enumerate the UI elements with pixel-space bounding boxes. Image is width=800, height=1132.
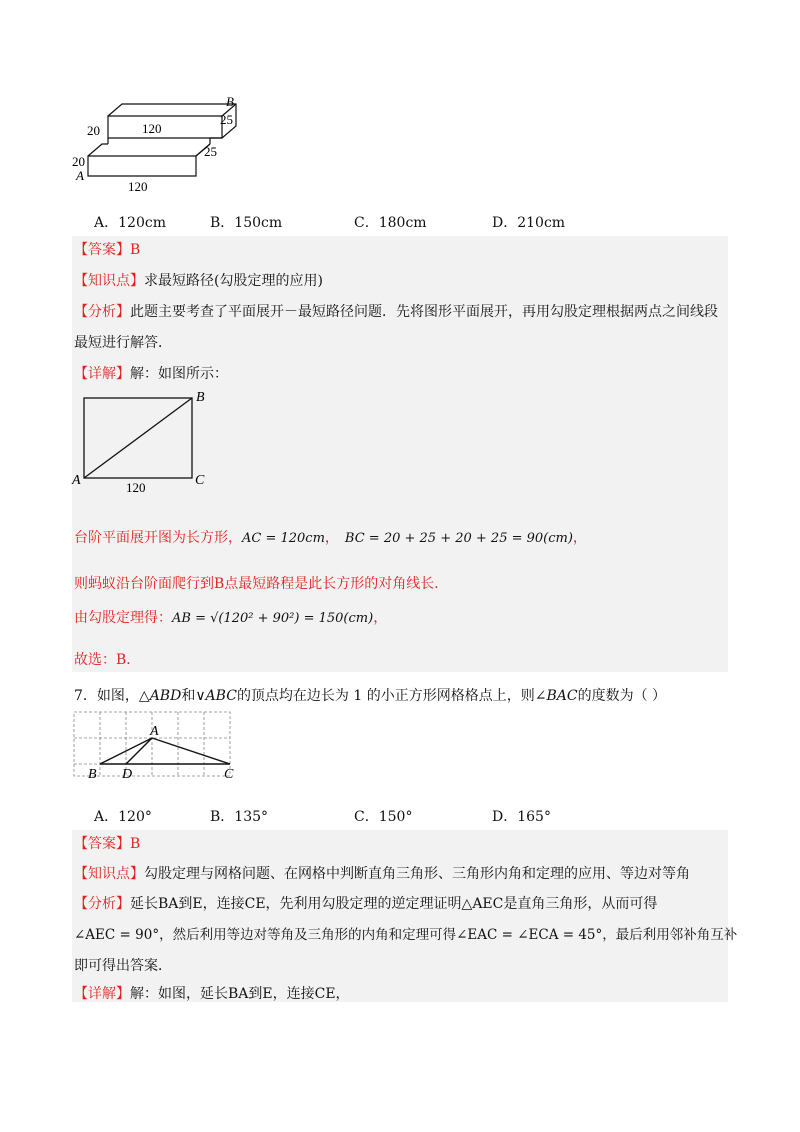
q6-step1: 台阶平面展开图为长方形，AC = 120cm， BC = 20 + 25 + 20 + 25 = 90(cm)， [74, 530, 587, 546]
q6-option-d[interactable] [492, 212, 565, 232]
stair-top-width: 120 [142, 121, 162, 136]
q7-option-d[interactable] [492, 806, 551, 826]
option-key: C． [354, 809, 379, 825]
q6-analysis [74, 302, 718, 322]
q7-analysis-end: 即可得出答案． [74, 958, 172, 974]
option-value: 135° [234, 809, 269, 825]
stair-bottom-depth: 25 [204, 144, 217, 159]
detail-text: 解：如图所示： [130, 366, 228, 382]
analysis-text: 延长BA到E，连接CE，先利用勾股定理的逆定理证明△AEC是直角三角形，从而可得 [130, 896, 658, 912]
q7-knowledge [74, 864, 690, 884]
rect-label-c: C [195, 473, 205, 488]
grid-label-c: C [224, 767, 234, 782]
q6-option-c[interactable] [354, 212, 427, 232]
rect-label-a: A [72, 473, 81, 488]
rectangle-figure [70, 386, 220, 498]
option-key: D． [492, 215, 518, 231]
q6-option-a[interactable] [94, 212, 166, 232]
knowledge-tag: 【知识点】 [74, 273, 144, 289]
option-value: 165° [517, 809, 551, 825]
step3-math: AB = √(120² + 90²) = 150(cm) [172, 611, 374, 626]
analysis-tag: 【分析】 [74, 304, 130, 320]
option-value: 150cm [234, 215, 283, 231]
grid-figure [70, 708, 238, 784]
rect-width: 120 [126, 480, 146, 495]
q6-step2: 则蚂蚁沿台阶面爬行到B点最短路程是此长方形的对角线长． [74, 576, 449, 592]
q6-step3: 由勾股定理得：AB = √(120² + 90²) = 150(cm)， [74, 610, 388, 626]
q7-analysis-cont: ∠AEC = 90°，然后利用等边对等角及三角形的内角和定理可得∠EAC = ∠ECA = 45°，最后利用邻补角互补 [74, 927, 738, 943]
option-key: B． [210, 215, 235, 231]
option-key: B． [210, 809, 235, 825]
q6-option-b[interactable] [210, 212, 282, 232]
option-value: 180cm [378, 215, 427, 231]
q6-conclusion: 故选：B． [74, 652, 141, 668]
stem-angle: ∠BAC [534, 688, 578, 704]
q6-answer [74, 240, 140, 260]
q7-stem [74, 686, 666, 706]
grid-label-d: D [122, 767, 133, 782]
answer-tag: 【答案】 [74, 836, 130, 852]
knowledge-tag: 【知识点】 [74, 866, 144, 882]
stem-prefix: 7．如图， [74, 688, 139, 704]
option-key: A． [94, 809, 119, 825]
q6-analysis-cont: 最短进行解答． [74, 335, 172, 351]
stem-suffix: 的度数为（ ） [577, 688, 667, 704]
stair-bottom-height: 20 [72, 154, 85, 169]
step1-ac: AC = 120cm [242, 531, 325, 546]
answer-value: B [130, 242, 141, 258]
answer-value: B [130, 836, 141, 852]
stair-top-height: 20 [87, 123, 100, 138]
grid-label-a: A [150, 724, 159, 739]
analysis-tag: 【分析】 [74, 896, 130, 912]
rect-label-b: B [196, 390, 205, 405]
detail-text: 解：如图，延长BA到E，连接CE， [130, 986, 350, 1002]
q7-option-c[interactable] [354, 806, 412, 826]
stair-bottom-width: 120 [128, 179, 148, 194]
stem-triangle-abc: ∨ABC [195, 688, 237, 704]
detail-tag: 【详解】 [74, 986, 130, 1002]
step1-text: 台阶平面展开图为长方形， [74, 530, 242, 546]
q7-solution-box [72, 830, 728, 1002]
option-value: 150° [378, 809, 413, 825]
option-key: C． [354, 215, 379, 231]
analysis-text: 此题主要考查了平面展开－最短路径问题．先将图形平面展开，再用勾股定理根据两点之间线段 [130, 304, 718, 320]
stem-triangle-abd: △ABD [138, 688, 182, 704]
option-value: 120° [118, 809, 152, 825]
q6-detail [74, 364, 228, 384]
step1-bc: BC = 20 + 25 + 20 + 25 = 90(cm) [344, 531, 573, 546]
option-key: D． [492, 809, 518, 825]
q7-option-a[interactable] [94, 806, 152, 826]
q6-knowledge [74, 271, 323, 291]
option-value: 210cm [517, 215, 566, 231]
option-key: A． [94, 215, 119, 231]
option-value: 120cm [118, 215, 166, 231]
stem-and: 和 [181, 688, 196, 704]
knowledge-text: 勾股定理与网格问题、在网格中判断直角三角形、三角形内角和定理的应用、等边对等角 [144, 866, 690, 882]
stem-mid: 的顶点均在边长为 1 的小正方形网格格点上，则 [236, 688, 535, 704]
stair-figure [70, 94, 250, 194]
step3-text: 由勾股定理得： [74, 610, 172, 626]
answer-tag: 【答案】 [74, 242, 130, 258]
knowledge-text: 求最短路径(勾股定理的应用) [144, 273, 323, 289]
detail-tag: 【详解】 [74, 366, 130, 382]
stair-top-depth: 25 [220, 112, 233, 127]
q7-analysis [74, 894, 657, 914]
q7-detail [74, 984, 350, 1004]
q7-answer [74, 834, 140, 854]
grid-label-b: B [88, 767, 97, 782]
stair-label-a: A [76, 168, 84, 183]
stair-label-b: B [226, 94, 234, 109]
q7-option-b[interactable] [210, 806, 268, 826]
